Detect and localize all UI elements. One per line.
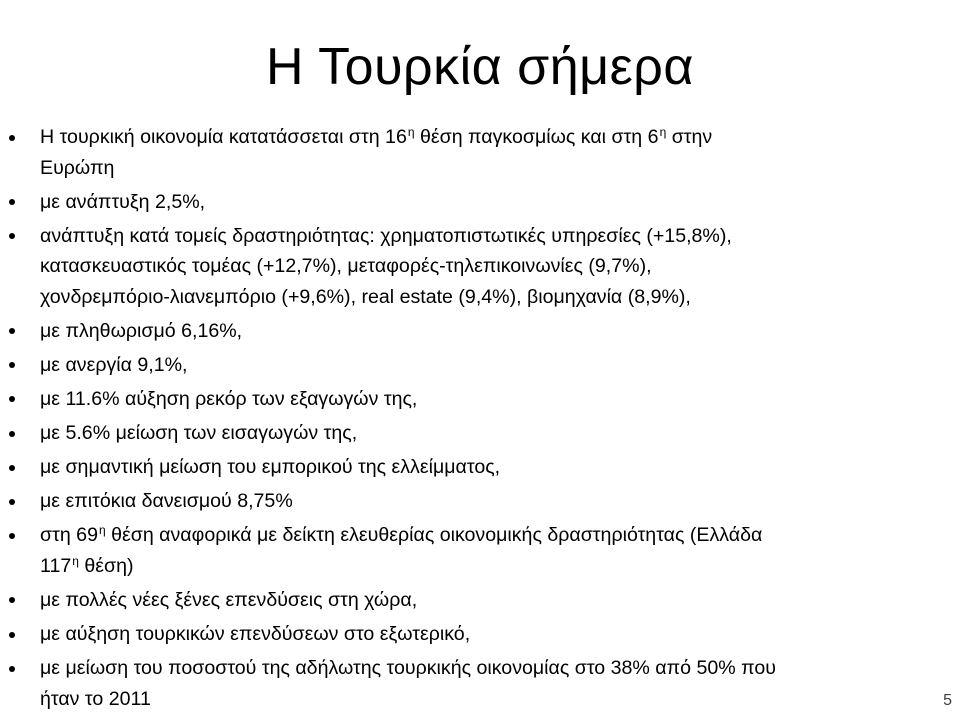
bullet-line: χονδρεμπόριο-λιανεμπόριο (+9,6%), real estate (9,4%), βιομηχανία (8,9%), bbox=[40, 285, 691, 308]
bullet-text: στη 69 bbox=[40, 524, 98, 547]
bullet-item-informal-economy bbox=[0, 653, 960, 714]
bullet-text: θέση) bbox=[78, 554, 134, 577]
bullet-text: Η τουρκική οικονομία κατατάσσεται στη 16 bbox=[40, 126, 407, 148]
bullet-item-sector-growth bbox=[0, 221, 960, 313]
bullet-line bbox=[40, 122, 946, 153]
bullet-item-outward-investment: με αύξηση τουρκικών επενδύσεων στο εξωτερικό, bbox=[0, 619, 960, 650]
bullet-item-ranking bbox=[0, 122, 960, 183]
bullet-line: ανάπτυξη κατά τομείς δραστηριότητας: χρηματοπιστωτικές υπηρεσίες (+15,8%), bbox=[40, 224, 732, 247]
page-number: 5 bbox=[943, 692, 952, 709]
bullet-item-imports: με 5.6% μείωση των εισαγωγών της, bbox=[0, 418, 960, 449]
slide-title: Η Τουρκία σήμερα bbox=[266, 37, 694, 96]
bullet-item-growth: με ανάπτυξη 2,5%, bbox=[0, 187, 960, 218]
ordinal-superscript: η bbox=[407, 125, 415, 139]
bullet-line bbox=[40, 551, 946, 582]
bullet-list bbox=[0, 122, 960, 718]
bullet-item-foreign-investment: με πολλές νέες ξένες επενδύσεις στη χώρα, bbox=[0, 585, 960, 616]
bullet-text: στην bbox=[666, 126, 713, 148]
bullet-item-trade-deficit: με σημαντική μείωση του εμπορικού της ελλείμματος, bbox=[0, 452, 960, 483]
bullet-line: Ευρώπη bbox=[40, 156, 115, 179]
bullet-text: θέση αναφορικά με δείκτη ελευθερίας οικονομικής δραστηριότητας (Ελλάδα bbox=[105, 524, 763, 547]
ordinal-superscript: η bbox=[98, 523, 106, 538]
bullet-item-unemployment: με ανεργία 9,1%, bbox=[0, 350, 960, 381]
bullet-item-interest-rates: με επιτόκια δανεισμού 8,75% bbox=[0, 486, 960, 517]
bullet-line bbox=[40, 520, 946, 551]
bullet-line: με μείωση του ποσοστού της αδήλωτης τουρκικής οικονομίας στο 38% από 50% που bbox=[40, 657, 776, 680]
ordinal-superscript: η bbox=[659, 125, 667, 139]
bullet-text: θέση παγκοσμίως και στη 6 bbox=[414, 126, 659, 148]
bullet-item-economic-freedom bbox=[0, 520, 960, 581]
bullet-line: ήταν το 2011 bbox=[40, 687, 151, 710]
bullet-item-exports: με 11.6% αύξηση ρεκόρ των εξαγωγών της, bbox=[0, 384, 960, 415]
bullet-item-inflation: με πληθωρισμό 6,16%, bbox=[0, 316, 960, 347]
bullet-line: κατασκευαστικός τομέας (+12,7%), μεταφορές-τηλεπικοινωνίες (9,7%), bbox=[40, 255, 652, 278]
ordinal-superscript: η bbox=[72, 553, 79, 568]
bullet-text: 117 bbox=[40, 554, 72, 577]
